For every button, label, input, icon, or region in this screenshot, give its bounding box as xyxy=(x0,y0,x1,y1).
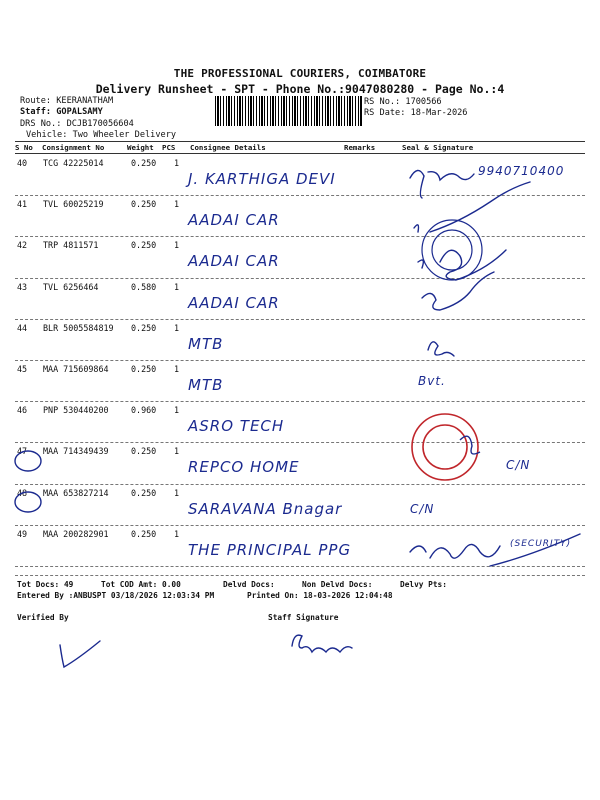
row-pcs: 1 xyxy=(174,528,180,539)
signature-row41 xyxy=(414,182,530,232)
row-sno: 41 xyxy=(17,199,28,210)
row-seal: (SECURITY) xyxy=(510,538,572,549)
row-consignment: PNP 530440200 xyxy=(43,405,109,416)
row-consignee: SARAVANA Bnagar xyxy=(188,499,343,518)
row-separator xyxy=(15,319,585,320)
row-consignee: REPCO HOME xyxy=(188,458,300,477)
verified-by-label: Verified By xyxy=(17,613,69,622)
row-seal: C/N xyxy=(410,501,435,516)
staff-signature-label: Staff Signature xyxy=(268,613,339,622)
row-weight: 0.250 xyxy=(131,528,157,539)
staff-signature-scribble xyxy=(292,635,352,652)
barcode xyxy=(215,96,363,126)
row-sno: 45 xyxy=(17,364,28,374)
signature-row42 xyxy=(418,250,506,280)
row-weight: 0.250 xyxy=(131,487,157,498)
row-pcs: 1 xyxy=(174,158,180,168)
table-header-rule xyxy=(15,153,585,154)
rs-no: RS No.: 1700566 xyxy=(364,97,442,107)
printed-on: Printed On: 18-03-2026 12:04:48 xyxy=(247,591,393,600)
row-consignment: TCG 42225014 xyxy=(43,158,104,168)
row-pcs: 1 xyxy=(174,446,180,457)
row-sno: 42 xyxy=(17,240,28,251)
runsheet-title: Delivery Runsheet - SPT - Phone No.:9047080280 - Page No.:4 xyxy=(95,82,505,96)
row-consignment: MAA 715609864 xyxy=(43,364,109,374)
verified-scribble xyxy=(60,641,100,667)
row-pcs: 1 xyxy=(174,240,180,251)
col-seal: Seal & Signature xyxy=(402,143,474,152)
row-separator xyxy=(15,195,585,196)
row-consignment: TVL 60025219 xyxy=(43,199,104,210)
row-separator xyxy=(15,484,585,485)
row-sno: 43 xyxy=(17,281,28,292)
row-weight: 0.580 xyxy=(131,281,157,292)
row-consignment: MAA 653827214 xyxy=(43,487,109,498)
row-separator xyxy=(15,401,585,402)
entered-by: Entered By :ANBUSPT 03/18/2026 12:03:34 PM xyxy=(17,591,215,600)
col-sno: S No xyxy=(15,143,33,152)
row-seal: 9940710400 xyxy=(478,164,565,178)
row-consignee: AADAI CAR xyxy=(188,293,280,312)
row-separator xyxy=(15,525,585,526)
row-sno: 49 xyxy=(17,528,28,539)
row-sno: 47 xyxy=(17,446,28,457)
row-seal: Bvt. xyxy=(418,374,446,388)
col-consignment: Consignment No xyxy=(42,143,105,152)
row-separator xyxy=(15,442,585,443)
delvy-pts: Delvy Pts: xyxy=(400,580,447,589)
row-consignment: TVL 6256464 xyxy=(43,281,99,292)
col-consignee: Consignee Details xyxy=(190,143,266,152)
signature-row40 xyxy=(410,170,474,198)
staff-label: Staff: GOPALSAMY xyxy=(20,107,103,117)
row-weight: 0.250 xyxy=(131,199,157,210)
row-separator xyxy=(15,360,585,361)
row-weight: 0.250 xyxy=(131,240,157,251)
tot-cod: Tot COD Amt: 0.00 xyxy=(101,580,181,589)
row-consignment: BLR 5005584819 xyxy=(43,322,114,333)
row-pcs: 1 xyxy=(174,322,180,333)
row-separator xyxy=(15,566,585,567)
delvd-docs: Delvd Docs: xyxy=(223,580,275,589)
row-consignee: AADAI CAR xyxy=(188,211,280,230)
vehicle-label: Vehicle: Two Wheeler Delivery xyxy=(26,130,177,140)
tot-docs: Tot Docs: 49 xyxy=(17,580,74,589)
row-sno: 48 xyxy=(17,487,28,498)
row-pcs: 1 xyxy=(174,405,180,416)
row-pcs: 1 xyxy=(174,364,180,374)
signature-row44 xyxy=(428,342,454,356)
row-consignment: MAA 714349439 xyxy=(43,446,109,457)
row-sno: 46 xyxy=(17,405,28,416)
row-weight: 0.250 xyxy=(131,446,157,457)
row-sno: 44 xyxy=(17,322,28,333)
row-separator xyxy=(15,278,585,279)
table-top-rule xyxy=(15,141,585,142)
signature-row49 xyxy=(410,544,500,558)
row-consignment: MAA 200282901 xyxy=(43,528,109,539)
company-title: THE PROFESSIONAL COURIERS, COIMBATORE xyxy=(173,67,427,80)
footer-rule xyxy=(15,575,585,576)
row-sno: 40 xyxy=(17,158,28,168)
row-pcs: 1 xyxy=(174,199,180,210)
rs-date: RS Date: 18-Mar-2026 xyxy=(364,108,468,118)
row-consignee: J. KARTHIGA DEVI xyxy=(188,170,336,188)
row-consignee: MTB xyxy=(188,376,224,394)
col-weight: Weight xyxy=(127,143,154,152)
stamp-row42 xyxy=(422,220,482,280)
red-seal-row46 xyxy=(412,414,478,480)
row-weight: 0.250 xyxy=(131,364,157,374)
drs-label: DRS No.: DCJB170056604 xyxy=(20,119,134,129)
route-label: Route: KEERANATHAM xyxy=(20,96,114,106)
row-weight: 0.250 xyxy=(131,158,157,168)
row-pcs: 1 xyxy=(174,487,180,498)
col-remarks: Remarks xyxy=(344,143,376,152)
row-separator xyxy=(15,236,585,237)
row-consignee: ASRO TECH xyxy=(188,417,285,436)
row-consignee: MTB xyxy=(188,334,224,353)
row-weight: 0.250 xyxy=(131,322,157,333)
row-consignment: TRP 4811571 xyxy=(43,240,99,251)
row-consignee: AADAI CAR xyxy=(188,252,280,271)
row-consignee: THE PRINCIPAL PPG xyxy=(188,540,352,559)
row-seal: C/N xyxy=(506,458,531,473)
row-weight: 0.960 xyxy=(131,405,157,416)
row-pcs: 1 xyxy=(174,281,180,292)
non-delvd-docs: Non Delvd Docs: xyxy=(302,580,373,589)
col-pcs: PCS xyxy=(162,143,176,152)
